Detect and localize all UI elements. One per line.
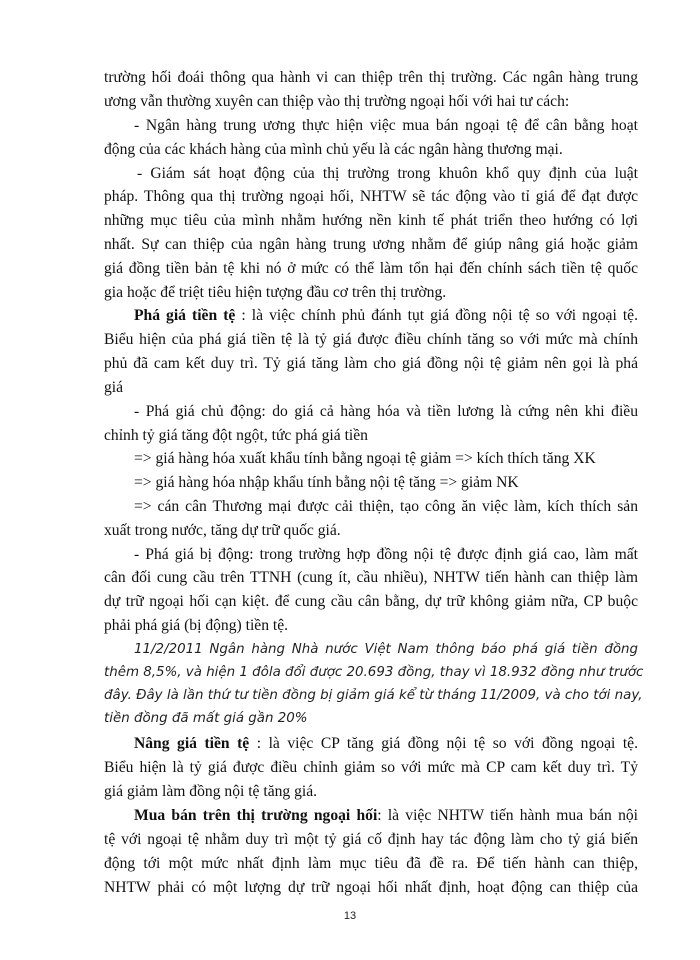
text-line: - Phá giá chủ động: do giá cả hàng hóa và tiền lương là cứng nên khi điều [134, 403, 638, 420]
heading-line [134, 806, 638, 826]
text-line: xuất trong nước, tăng dự trữ quốc giá. [104, 522, 341, 539]
text-line: giá giảm làm đồng nội tệ tăng giá. [104, 783, 318, 800]
text-line: dự trữ ngoại hối cạn kiệt. để cung cầu cân bằng, dự trữ không giảm nữa, CP buộc [104, 593, 638, 610]
text-line: những mục tiêu của mình nhằm hướng nền kinh tế phát triển theo hướng có lợi [104, 212, 638, 229]
text-line: giá [104, 379, 124, 396]
text-line: - Phá giá bị động: trong trường hợp đồng nội tệ được định giá cao, làm mất [134, 546, 638, 563]
text-line: NHTW phải có một lượng dự trữ ngoại hối nhất định, hoạt động can thiệp của [104, 879, 638, 896]
heading-line [134, 306, 638, 326]
text-line: Biểu hiện là tỷ giá được điều chỉnh giảm so với mức mà CP cam kết duy trì. Tỷ [104, 759, 638, 776]
text-line: động tới một mức nhất định làm mục tiêu đã đề ra. Để tiến hành can thiệp, [104, 855, 638, 872]
term-heading: Mua bán trên thị trường ngoại hối [134, 807, 378, 824]
text-line: động của các khách hàng của mình chủ yếu là các ngân hàng thương mại. [104, 141, 563, 158]
italic-note-line: đây. Đây là lần thứ tư tiền đồng bị giảm giá kể từ tháng 11/2009, và cho tới nay, [104, 688, 643, 703]
text-line: chỉnh tỷ giá tăng đột ngột, tức phá giá tiền [104, 427, 368, 444]
term-heading: Nâng giá tiền tệ [134, 735, 250, 752]
italic-note-line: 11/2/2011 Ngân hàng Nhà nước Việt Nam thông báo phá giá tiền đồng [134, 642, 638, 657]
text-line: Biểu hiện của phá giá tiền tệ là tỷ giá được điều chính tăng so với mức mà chính [104, 331, 638, 348]
text-line: trường hối đoái thông qua hành vi can thiệp trên thị trường. Các ngân hàng trung [104, 69, 638, 86]
text-line: cân đối cung cầu trên TTNH (cung ít, cầu nhiều), NHTW tiến hành can thiệp làm [104, 569, 638, 586]
italic-note-line: tiền đồng đã mất giá gần 20% [104, 711, 308, 726]
text-line: tệ với ngoại tệ nhằm duy trì một tỷ giá cố định hay tác động làm cho tỷ giá biến [104, 831, 638, 848]
text-line: gia hoặc để triệt tiêu hiện tượng đầu cơ trên thị trường. [104, 284, 447, 301]
text-line: ương vẫn thường xuyên can thiệp vào thị trường ngoại hối với hai tư cách: [104, 93, 570, 110]
term-definition: : là việc chính phủ đánh tụt giá đồng nội tệ so với ngoại tệ. [235, 307, 638, 324]
heading-line [134, 734, 638, 754]
text-line: => giá hàng hóa xuất khẩu tính bằng ngoại tệ giảm => kích thích tăng XK [134, 450, 596, 467]
text-line: - Giám sát hoạt động của thị trường trong khuôn khổ quy định của luật [137, 165, 638, 182]
term-definition: : là việc CP tăng giá đồng nội tệ so với đồng ngoại tệ. [249, 735, 638, 752]
text-line: - Ngân hàng trung ương thực hiện việc mua bán ngoại tệ để cân bằng hoạt [134, 117, 638, 134]
text-line: => giá hàng hóa nhập khẩu tính bằng nội tệ tăng => giảm NK [134, 474, 519, 491]
text-line: phải phá giá (bị động) tiền tệ. [104, 617, 289, 634]
text-line: nhất. Sự can thiệp của ngân hàng trung ương nhằm để giúp nâng giá hoặc giảm [104, 236, 638, 253]
text-line: => cán cân Thương mại được cải thiện, tạo công ăn việc làm, kích thích sản [134, 498, 638, 515]
text-line: giá đồng tiền bản tệ khi nó ở mức có thể làm tổn hại đến chính sách tiền tệ quốc [104, 260, 638, 277]
text-line: pháp. Thông qua thị trường ngoại hối, NHTW sẽ tác động vào tỉ giá để đạt được [104, 188, 638, 205]
page-number: 13 [343, 910, 357, 922]
term-heading: Phá giá tiền tệ [134, 307, 236, 324]
italic-note-line: thêm 8,5%, và hiện 1 đôla đổi được 20.693 đồng, thay vì 18.932 đồng như trước [104, 665, 644, 680]
text-line: phủ đã cam kết duy trì. Tỷ giá tăng làm cho giá đồng nội tệ giảm nên gọi là phá [104, 355, 638, 372]
term-definition: : là việc NHTW tiến hành mua bán nội [377, 807, 638, 824]
